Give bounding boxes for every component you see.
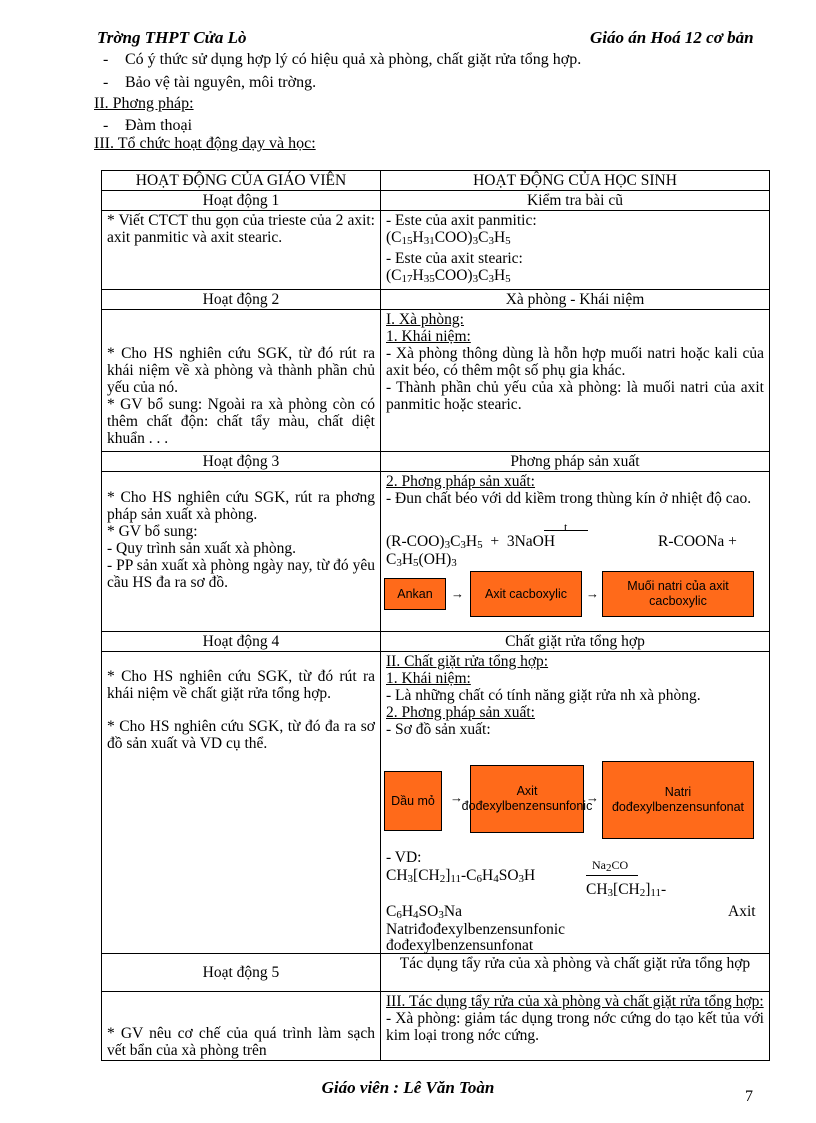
activity-right-title: Phơng pháp sản xuất (381, 452, 770, 472)
student-cell: I. Xà phòng: 1. Khái niệm: - Xà phòng thông dùng là hỗn hợp muối natri hoặc kali của axit béo, có thêm một số phụ gia khác. - Thành phần chủ yếu của xà phòng: là muối natri của axit panmitic hoặc stearic. (381, 310, 770, 452)
col-header-teacher: HOẠT ĐỘNG CỦA GIÁO VIÊN (102, 171, 381, 191)
student-cell: - Este của axit panmitic: (C15H31COO)3C3H5 - Este của axit stearic: (C17H35COO)3C3H5 (381, 211, 770, 290)
activity-title: Hoạt động 1 (102, 191, 381, 211)
activity-right-title: Kiểm tra bài cũ (381, 191, 770, 211)
section-heading: II. Phơng pháp: (94, 95, 194, 112)
col-header-student: HOẠT ĐỘNG CỦA HỌC SINH (381, 171, 770, 191)
student-cell: III. Tác dụng tẩy rửa của xà phòng và chất giặt rửa tổng hợp: - Xà phòng: giảm tác dụng trong nớc cứng do tạo kết tủa với kim loại trong nớc cứng. (381, 992, 770, 1061)
page-number: 7 (745, 1088, 753, 1105)
activity-title: Hoạt động 2 (102, 290, 381, 310)
vd-line2: C6H4SO3Na (386, 903, 462, 921)
teacher-cell: * Cho HS nghiên cứu SGK, từ đó rút ra khái niệm về xà phòng và thành phần chủ yếu của nó. * GV bổ sung: Ngoài ra xà phòng còn có thêm chất độn: chất tẩy màu, chất diệt khuẩn . . . (102, 310, 381, 452)
student-cell: II. Chất giặt rửa tổng hợp: 1. Khái niệm: - Là những chất có tính năng giặt rửa nh xà phòng. 2. Phơng pháp sản xuất: - Sơ đồ sản xuất: Dầu mỏ → Axit đođexylbenzensunfonic → Natri đođexylbenzensunfonat - VD: CH3[CH2]11-C6H4SO3H Na2CO CH3[CH2]11- C6H4SO3Na Axit Natriđođexylbenzensunfonic đođexylbenzensunfonat (381, 652, 770, 954)
teacher-cell: * Viết CTCT thu gọn của trieste của 2 axit: axit panmitic và axit stearic. (102, 211, 381, 290)
formula: (C15H31COO)3C3H5 (386, 229, 511, 247)
flow-box-axit: Axit đođexylbenzensunfonic (470, 765, 584, 833)
teacher-cell: * GV nêu cơ chế của quá trình làm sạch vết bẩn của xà phòng trên (102, 992, 381, 1061)
vd-equation: CH3[CH2]11-C6H4SO3H (386, 867, 536, 885)
intro-item: - Đàm thoại (103, 117, 193, 134)
header-school: Trờng THPT Cửa Lò (97, 28, 247, 47)
intro-item: - Bảo vệ tài nguyên, môi trờng. (103, 74, 317, 91)
activity-table (101, 170, 770, 1061)
activity-title: Hoạt động 4 (102, 632, 381, 652)
teacher-cell: * Cho HS nghiên cứu SGK, rút ra phơng pháp sản xuất xà phòng. * GV bổ sung: - Quy trình sản xuất xà phòng. - PP sản xuất xà phòng ngày nay, từ đó yêu cầu HS đa ra sơ đồ. (102, 472, 381, 632)
header-subject: Giáo án Hoá 12 cơ bản (590, 28, 754, 47)
activity-right-title: Tác dụng tẩy rửa của xà phòng và chất giặt rửa tổng hợp (381, 954, 770, 992)
footer-teacher: Giáo viên : Lê Văn Toàn (321, 1078, 495, 1097)
activity-right-title: Xà phòng - Khái niệm (381, 290, 770, 310)
vd-product: CH3[CH2]11- (586, 881, 667, 899)
flow-box-axit: Axit cacboxylic (470, 571, 582, 617)
vd-reagent: Na2CO (592, 858, 629, 874)
reaction-product: C3H5(OH)3 (386, 551, 457, 569)
reaction-equation: (R-COO)3C3H5 + 3NaOH R-COONa + t (386, 520, 737, 551)
flow-box-natri: Natri đođexylbenzensunfonat (602, 761, 754, 839)
activity-right-title: Chất giặt rửa tổng hợp (381, 632, 770, 652)
flow-box-daumo: Dầu mỏ (384, 771, 442, 831)
intro-item: - Có ý thức sử dụng hợp lý có hiệu quả xà phòng, chất giặt rửa tổng hợp. (103, 51, 582, 68)
activity-title: Hoạt động 3 (102, 452, 381, 472)
formula: (C17H35COO)3C3H5 (386, 267, 511, 285)
flow-box-muoi: Muối natri của axit cacboxylic (602, 571, 754, 617)
activity-title: Hoạt động 5 (102, 954, 381, 992)
student-cell: 2. Phơng pháp sản xuất: - Đun chất béo với dd kiềm trong thùng kín ở nhiệt độ cao. (R-COO)3C3H5 + 3NaOH R-COONa + t C3H5(OH)3 Ankan → Axit cacboxylic → Muối natri của axit cacboxylic (381, 472, 770, 632)
flow-box-ankan: Ankan (384, 578, 446, 610)
section-heading: III. Tổ chức hoạt động dạy và học: (94, 135, 316, 152)
teacher-cell: * Cho HS nghiên cứu SGK, từ đó rút ra khái niệm về chất giặt rửa tổng hợp. * Cho HS nghiên cứu SGK, từ đó đa ra sơ đồ sản xuất và VD cụ thể. (102, 652, 381, 954)
